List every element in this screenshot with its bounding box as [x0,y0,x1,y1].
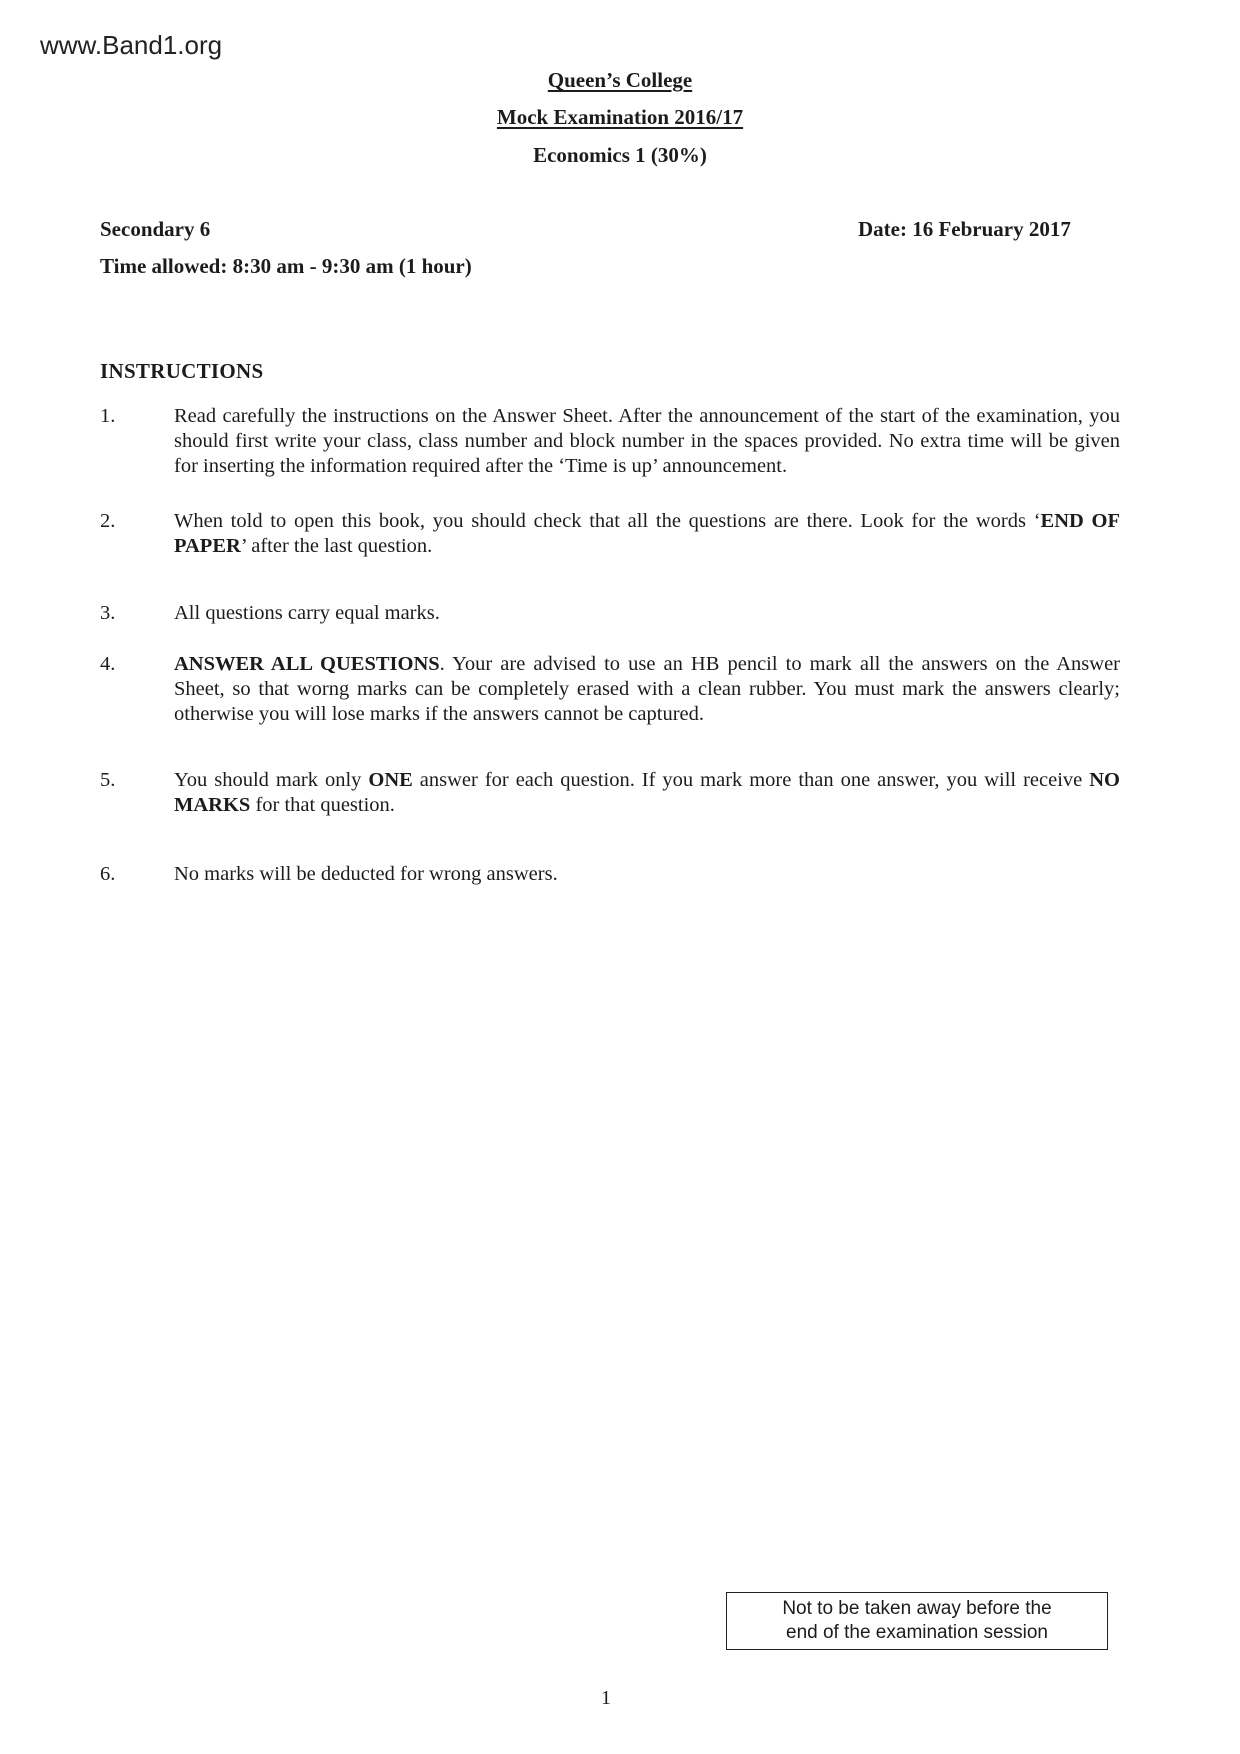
instruction-text: You should mark only ONE answer for each question. If you mark more than one answer, you will receive NO MARKS for that question. [174,769,1120,816]
instruction-text: All questions carry equal marks. [174,602,440,624]
instruction-number: 2. [100,510,116,532]
instruction-item [100,601,1120,626]
notice-line: end of the examination session [786,1622,1048,1643]
notice-box [726,1592,1108,1650]
instruction-number: 1. [100,405,116,427]
instruction-number: 5. [100,769,116,791]
school-name: Queen’s College [547,68,693,92]
instruction-item [100,652,1120,727]
time-allowed: Time allowed: 8:30 am - 9:30 am (1 hour) [100,254,472,278]
instruction-text: When told to open this book, you should check that all the questions are there. Look for the words ‘END OF PAPER’ after the last question. [174,510,1120,557]
instruction-text: ANSWER ALL QUESTIONS. Your are advised to use an HB pencil to mark all the answers on the Answer Sheet, so that worng marks can be completely erased with a clean rubber. You must mark the answers clearly; otherwise you will lose marks if the answers cannot be captured. [174,653,1120,725]
instruction-number: 4. [100,653,116,675]
instruction-item [100,509,1120,559]
instruction-number: 3. [100,602,116,624]
instruction-item [100,862,1120,887]
page-number: 1 [601,1687,611,1709]
exam-date: Date: 16 February 2017 [858,217,1071,241]
notice-line: Not to be taken away before the [782,1598,1052,1619]
instruction-item [100,768,1120,818]
form-level: Secondary 6 [100,217,211,241]
instruction-text: No marks will be deducted for wrong answers. [174,863,558,885]
instruction-text: Read carefully the instructions on the Answer Sheet. After the announcement of the start of the examination, you should first write your class, class number and block number in the spaces provided. No extra time will be given for inserting the information required after the ‘Time is up’ announcement. [174,405,1120,477]
instruction-item [100,404,1120,479]
instructions-heading: INSTRUCTIONS [100,359,264,383]
watermark-url: www.Band1.org [40,30,223,60]
instruction-number: 6. [100,863,116,885]
subject-title: Economics 1 (30%) [533,143,707,167]
exam-title: Mock Examination 2016/17 [496,105,744,129]
